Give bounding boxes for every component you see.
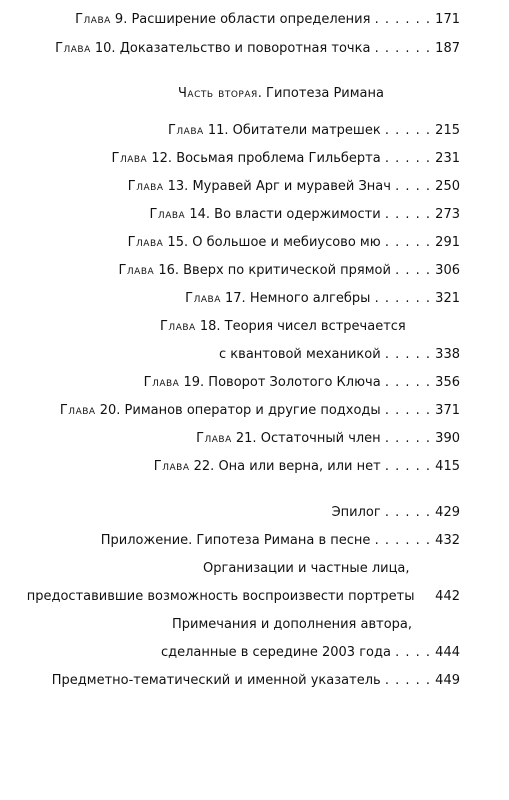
page-number: 432 xyxy=(435,533,460,548)
chapter-number: 9. xyxy=(114,12,128,27)
chapter-prefix: Глава xyxy=(196,431,232,446)
leader-dots: . . . . . . xyxy=(374,533,432,548)
page-number: 442 xyxy=(435,589,460,604)
page-number: 338 xyxy=(435,347,460,362)
page-number: 306 xyxy=(435,263,460,278)
chapter-title: Расширение области определения xyxy=(131,12,371,27)
chapter-number: 19. xyxy=(183,375,205,390)
page-number: 291 xyxy=(435,235,460,250)
leader-dots: . . . . . xyxy=(384,207,432,222)
chapter-prefix: Глава xyxy=(111,151,148,166)
chapter-title: Во власти одержимости xyxy=(214,207,381,222)
toc-entry-chapter-20[interactable] xyxy=(60,401,460,421)
leader-dots: . . . . . xyxy=(384,505,432,520)
chapter-number: 13. xyxy=(167,179,189,194)
chapter-number: 12. xyxy=(151,151,173,166)
chapter-prefix: Глава xyxy=(167,123,204,138)
toc-entry-chapter-13[interactable] xyxy=(128,177,460,197)
chapter-prefix: Глава xyxy=(127,235,164,250)
toc-entry-chapter-21[interactable] xyxy=(196,429,460,449)
page-number: 444 xyxy=(435,645,460,660)
page-number: 321 xyxy=(435,291,460,306)
chapter-number: 10. xyxy=(94,41,116,56)
leader-dots: . . . . xyxy=(395,263,432,278)
chapter-number: 17. xyxy=(225,291,246,306)
leader-dots: . . . . xyxy=(395,179,432,194)
page-number: 390 xyxy=(435,431,460,446)
chapter-prefix: Глава xyxy=(160,319,196,334)
page-number: 187 xyxy=(435,41,460,56)
leader-dots: . . . . . xyxy=(384,235,432,250)
chapter-number: 22. xyxy=(193,459,215,474)
toc-entry-organizations[interactable] xyxy=(203,559,410,579)
chapter-title: Немного алгебры xyxy=(249,291,371,306)
entry-title: Эпилог xyxy=(331,505,381,520)
page-number: 273 xyxy=(435,207,460,222)
page-number: 356 xyxy=(435,375,460,390)
entry-title: Примечания и дополнения автора, xyxy=(172,617,413,632)
leader-dots: . . . . . xyxy=(384,673,432,688)
chapter-number: 16. xyxy=(158,263,179,278)
chapter-prefix: Глава xyxy=(118,263,155,278)
leader-dots: . . . . . xyxy=(384,431,432,446)
chapter-title: Вверх по критической прямой xyxy=(183,263,391,278)
leader-dots: . . . . . xyxy=(384,459,432,474)
chapter-prefix: Глава xyxy=(59,403,96,418)
chapter-number: 14. xyxy=(189,207,211,222)
chapter-number: 20. xyxy=(99,403,121,418)
toc-entry-chapter-18[interactable] xyxy=(160,317,406,337)
toc-entry-chapter-10[interactable] xyxy=(55,39,460,59)
leader-dots: . . . . xyxy=(395,645,432,660)
chapter-title: О большое и мебиусово мю xyxy=(192,235,381,250)
chapter-prefix: Глава xyxy=(185,291,221,306)
toc-entry-organizations-continued[interactable] xyxy=(27,587,460,607)
toc-entry-chapter-17[interactable] xyxy=(185,289,460,309)
leader-dots: . . . . . xyxy=(384,347,432,362)
chapter-number: 15. xyxy=(167,235,189,250)
page-number: 415 xyxy=(435,459,460,474)
leader-dots: . . . . . xyxy=(384,375,432,390)
page-number: 371 xyxy=(435,403,460,418)
part-two-heading: Часть вторая. Гипотеза Римана xyxy=(178,86,384,101)
chapter-number: 21. xyxy=(235,431,257,446)
toc-entry-author-notes[interactable] xyxy=(172,615,412,635)
entry-title: Приложение. Гипотеза Римана в песне xyxy=(100,533,371,548)
chapter-prefix: Глава xyxy=(143,375,180,390)
page-number: 171 xyxy=(435,12,460,27)
toc-entry-chapter-19[interactable] xyxy=(144,373,460,393)
chapter-title: Муравей Арг и муравей Знач xyxy=(192,179,391,194)
toc-entry-chapter-14[interactable] xyxy=(150,205,461,225)
page-number: 449 xyxy=(435,673,460,688)
chapter-prefix: Глава xyxy=(153,459,190,474)
chapter-title: Поворот Золотого Ключа xyxy=(208,375,381,390)
toc-entry-chapter-11[interactable] xyxy=(168,121,460,141)
chapter-title: Восьмая проблема Гильберта xyxy=(176,151,381,166)
toc-entry-chapter-18-continued[interactable] xyxy=(219,345,460,365)
entry-title: Организации и частные лица, xyxy=(203,561,410,576)
page-number: 231 xyxy=(435,151,460,166)
toc-entry-chapter-22[interactable] xyxy=(154,457,460,477)
toc-entry-index[interactable] xyxy=(52,671,460,691)
chapter-number: 11. xyxy=(207,123,229,138)
toc-entry-chapter-15[interactable] xyxy=(128,233,460,253)
toc-entry-epilogue[interactable] xyxy=(332,503,460,523)
chapter-title: Риманов оператор и другие подходы xyxy=(124,403,381,418)
leader-dots: . . . . . . xyxy=(374,41,432,56)
leader-dots: . . . . . . xyxy=(374,291,432,306)
toc-entry-chapter-12[interactable] xyxy=(112,149,460,169)
chapter-prefix: Глава xyxy=(127,179,164,194)
entry-title: Предметно-тематический и именной указатель xyxy=(51,673,381,688)
chapter-title: Доказательство и поворотная точка xyxy=(119,41,371,56)
chapter-title: с квантовой механикой xyxy=(219,347,381,362)
part-title: Гипотеза Римана xyxy=(266,86,384,101)
chapter-number: 18. xyxy=(199,319,221,334)
page-number: 250 xyxy=(435,179,460,194)
part-label: Часть вторая xyxy=(178,86,258,101)
chapter-title: Остаточный член xyxy=(260,431,381,446)
chapter-title: Она или верна, или нет xyxy=(218,459,381,474)
leader-dots: . . . . . . xyxy=(374,12,432,27)
page-number: 429 xyxy=(435,505,460,520)
entry-title: предоставившие возможность воспроизвести портреты xyxy=(26,589,415,604)
leader-dots: . . . . . xyxy=(384,403,432,418)
entry-title: сделанные в середине 2003 года xyxy=(160,645,391,660)
chapter-title: Теория чисел встречается xyxy=(224,319,406,334)
toc-entry-chapter-16[interactable] xyxy=(118,261,460,281)
chapter-title: Обитатели матрешек xyxy=(232,123,381,138)
toc-entry-author-notes-continued[interactable] xyxy=(161,643,460,663)
chapter-prefix: Глава xyxy=(55,41,91,56)
toc-entry-appendix[interactable] xyxy=(101,531,460,551)
leader-dots: . . . . . xyxy=(384,123,432,138)
page-number: 215 xyxy=(435,123,460,138)
toc-entry-chapter-9[interactable] xyxy=(75,10,460,30)
leader-dots: . . . . . xyxy=(384,151,432,166)
chapter-prefix: Глава xyxy=(149,207,186,222)
chapter-prefix: Глава xyxy=(75,12,111,27)
